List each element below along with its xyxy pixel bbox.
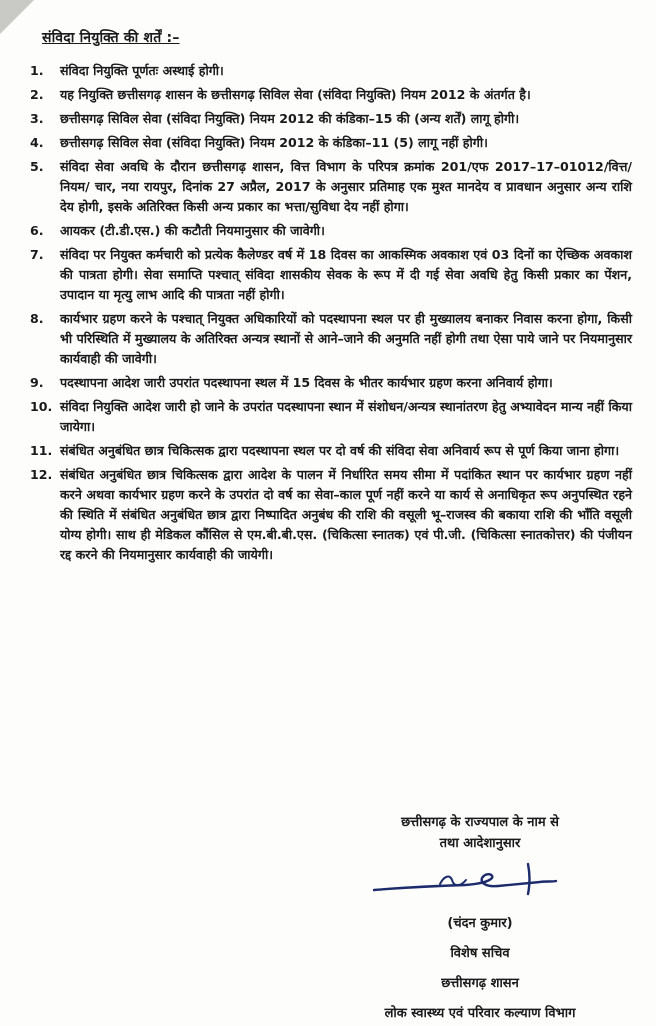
term-item — [30, 61, 632, 81]
term-number: 5. — [30, 159, 44, 174]
terms-list — [30, 61, 632, 565]
term-number: 4. — [30, 135, 44, 150]
terms-heading: संविदा नियुक्ति की शर्तें :– — [42, 30, 180, 46]
term-item — [30, 133, 632, 153]
term-item — [30, 309, 632, 369]
term-number: 7. — [30, 247, 44, 262]
term-number: 6. — [30, 223, 44, 238]
term-item — [30, 85, 632, 105]
officer-department: लोक स्वास्थ्य एवं परिवार कल्याण विभाग — [384, 1006, 576, 1021]
term-text: संविदा नियुक्ति आदेश जारी हो जाने के उपरांत पदस्थापना स्थान में संशोधन/अन्यत्र स्थानांतरण हेतु अभ्यावेदन मान्य नहीं किया जायेगा। — [60, 399, 632, 434]
term-item — [30, 441, 632, 461]
term-text: आयकर (टी.डी.एस.) की कटौती नियमानुसार की जावेगी। — [60, 223, 325, 238]
term-text: संविदा सेवा अवधि के दौरान छत्तीसगढ़ शासन, वित्त विभाग के परिपत्र क्रमांक 201/एफ 2017–17–01012/वित्त/नियम/ चार, नया रायपुर, दिनांक 27 अप्रैल, 2017 के अनुसार प्रतिमाह एक मुश्त मानदेय व प्रावधान अनुसार अन्य राशि देय होगी, इसके अतिरिक्त किसी अन्य प्रकार का भत्ता/सुविधा देय नहीं होगा। — [60, 159, 632, 214]
term-number: 10. — [30, 399, 53, 414]
term-number: 8. — [30, 311, 44, 326]
term-item — [30, 245, 632, 305]
term-number: 3. — [30, 111, 44, 126]
term-text: संविदा पर नियुक्त कर्मचारी को प्रत्येक कैलेण्डर वर्ष में 18 दिवस का आकस्मिक अवकाश एवं 03 दिनों का ऐच्छिक अवकाश की पात्रता होगी। सेवा समाप्ति पश्चात् संविदा शासकीय सेवक के रूप में दी गई सेवा अवधि हेतु किसी प्रकार का पेंशन, उपादान या मृत्यु लाभ आदि की पात्रता नहीं होगी। — [60, 247, 632, 302]
officer-government: छत्तीसगढ़ शासन — [441, 976, 519, 991]
term-text: छत्तीसगढ़ सिविल सेवा (संविदा नियुक्ति) नियम 2012 के कंडिका–11 (5) लागू नहीं होगी। — [60, 135, 488, 150]
term-item — [30, 157, 632, 217]
term-number: 11. — [30, 443, 53, 458]
term-item — [30, 397, 632, 437]
officer-name: (चंदन कुमार) — [447, 916, 513, 931]
term-text: संबंधित अनुबंधित छात्र चिकित्सक द्वारा आदेश के पालन में निर्धारित समय सीमा में पदांकित स्थान पर कार्यभार ग्रहण नहीं करने अथवा कार्यभार ग्रहण करने के उपरांत दो वर्ष का सेवा–काल पूर्ण नहीं करने या कार्य से अनाधिकृत रूप अनुपस्थित रहने की स्थिति में संबंधित अनुबंधित छात्र द्वारा निष्पादित अनुबंध की राशि की वसूली भू–राजस्व की बकाया राशि की भाँति वसूली योग्य होगी। साथ ही मेडिकल कौंसिल से एम.बी.बी.एस. (चिकित्सा स्नातक) एवं पी.जी. (चिकित्सा स्नातकोत्तर) की पंजीयन रद्द करने की नियमानुसार कार्यवाही की जायेगी। — [60, 467, 632, 562]
term-text: पदस्थापना आदेश जारी उपरांत पदस्थापना स्थल में 15 दिवस के भीतर कार्यभार ग्रहण करना अनिवार्य होगा। — [60, 375, 553, 390]
term-item — [30, 221, 632, 241]
order-line-2: तथा आदेशानुसार — [439, 836, 521, 851]
term-text: छत्तीसगढ़ सिविल सेवा (संविदा नियुक्ति) नियम 2012 की कंडिका–15 की (अन्य शर्तें) लागू होगी। — [60, 111, 520, 126]
order-line-1: छत्तीसगढ़ के राज्यपाल के नाम से — [401, 815, 559, 830]
term-item — [30, 373, 632, 393]
handwritten-signature — [370, 860, 560, 906]
officer-designation: विशेष सचिव — [450, 946, 510, 961]
term-number: 2. — [30, 87, 44, 102]
term-text: संबंधित अनुबंधित छात्र चिकित्सक द्वारा पदस्थापना स्थल पर दो वर्ष की संविदा सेवा अनिवार्य रूप से पूर्ण किया जाना होगा। — [60, 443, 620, 458]
signature-block — [330, 812, 630, 1026]
term-number: 12. — [30, 467, 53, 482]
term-number: 9. — [30, 375, 44, 390]
term-text: यह नियुक्ति छत्तीसगढ़ शासन के छत्तीसगढ़ सिविल सेवा (संविदा नियुक्ति) नियम 2012 के अंतर्गत है। — [60, 87, 531, 102]
term-item — [30, 109, 632, 129]
term-text: संविदा नियुक्ति पूर्णतः अस्थाई होगी। — [60, 63, 224, 78]
term-number: 1. — [30, 63, 44, 78]
term-text: कार्यभार ग्रहण करने के पश्चात् नियुक्त अधिकारियों को पदस्थापना स्थल पर ही मुख्यालय बनाकर निवास करना होगा, किसी भी परिस्थिति में मुख्यालय के अतिरिक्त अन्यत्र स्थानों से आने–जाने की अनुमति नहीं होगी तथा ऐसा पाये जाने पर नियमानुसार कार्यवाही की जावेगी। — [60, 311, 632, 366]
term-item — [30, 465, 632, 565]
